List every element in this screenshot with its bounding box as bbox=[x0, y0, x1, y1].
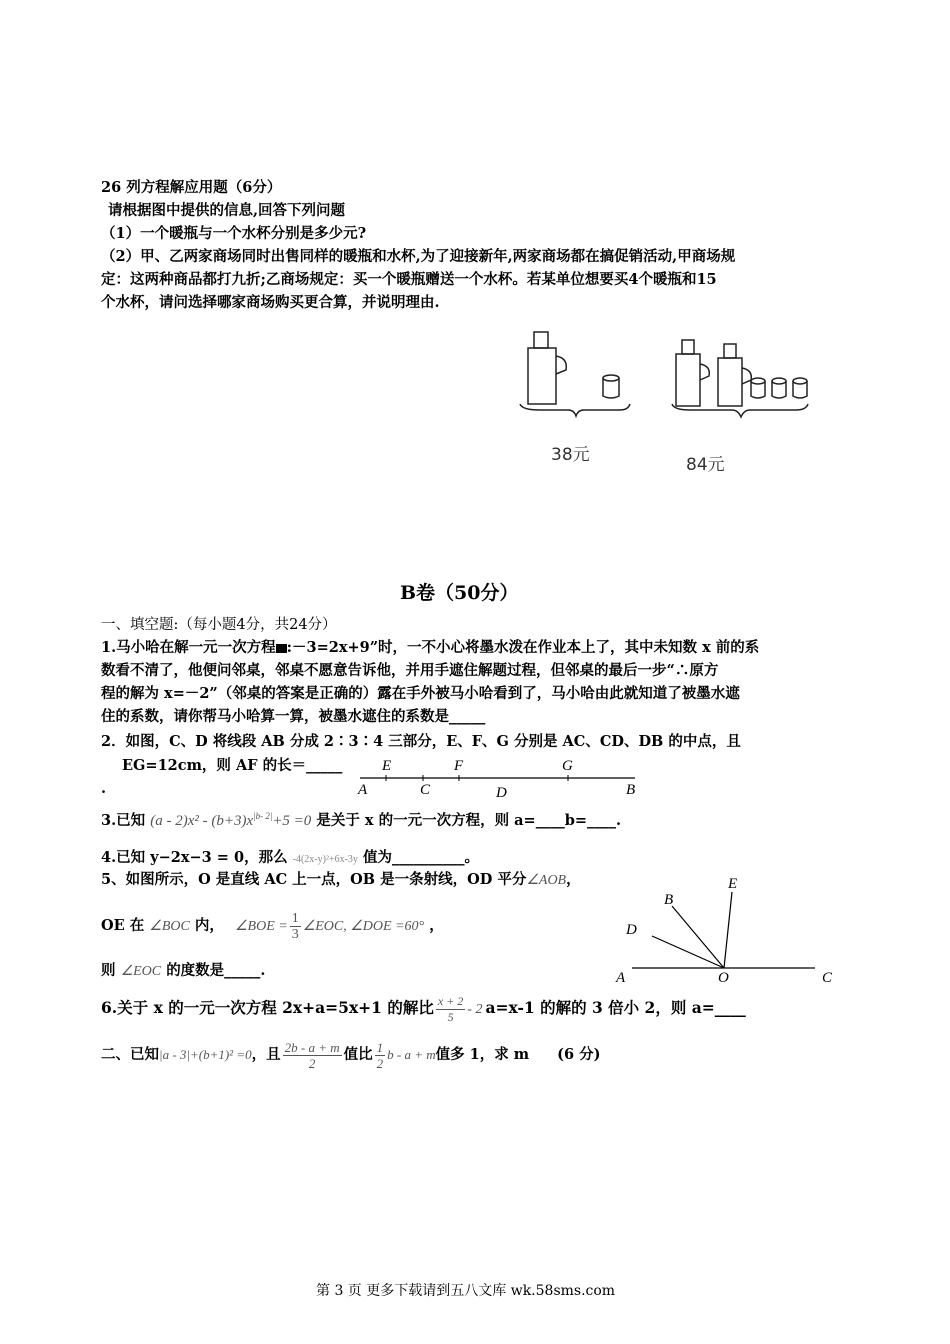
part2-frac1-den: 2 bbox=[308, 1055, 316, 1071]
q26-part2-line3: 个水杯，请问选择哪家商场购买更合算，并说明理由. bbox=[101, 294, 440, 311]
price-label-1: 38元 bbox=[551, 445, 590, 465]
thermos-body-3 bbox=[718, 358, 742, 406]
q5-condition bbox=[234, 911, 425, 943]
q3-text-a: 3.已知 bbox=[101, 812, 146, 829]
thermos-cap-2 bbox=[682, 340, 694, 354]
q3-line bbox=[101, 805, 621, 832]
q6-frac-num: x + 2 bbox=[437, 993, 464, 1008]
label-a: A bbox=[358, 782, 368, 798]
thermos-cap-1 bbox=[534, 332, 548, 348]
q6-minus-two: - 2 bbox=[467, 1002, 483, 1017]
q3-text-b: 是关于 x 的一元一次方程，则 a=____b=____. bbox=[316, 812, 622, 829]
q5-cond-a: ∠BOE = bbox=[234, 919, 288, 934]
part2-line bbox=[101, 1035, 601, 1075]
q5-text-d: 内， bbox=[194, 917, 224, 934]
price-label-2: 84元 bbox=[686, 455, 725, 475]
q5-text-c: OE 在 bbox=[101, 917, 145, 934]
q5-text-e: ， bbox=[429, 917, 444, 934]
page-footer: 第 3 页 更多下载请到五八文库 wk.58sms.com bbox=[316, 1283, 616, 1299]
brace-1 bbox=[520, 404, 630, 416]
label-e: E bbox=[728, 876, 738, 892]
thermos-body-2 bbox=[676, 354, 700, 406]
label-c: C bbox=[822, 970, 833, 986]
part2-text-b: ，且 bbox=[251, 1046, 281, 1063]
q5-cond-b: ∠EOC, ∠DOE =60° bbox=[302, 919, 425, 934]
thermos-handle-3 bbox=[742, 368, 751, 384]
part2-text-a: 二、已知 bbox=[101, 1046, 159, 1063]
part2-text-d: 值多 1，求 m bbox=[435, 1046, 530, 1063]
part2-condition: |a - 3|+(b+1)² =0 bbox=[159, 1047, 252, 1062]
q4-line bbox=[101, 847, 479, 871]
section-b-title: B卷（50分） bbox=[400, 582, 519, 604]
q1-line1 bbox=[101, 637, 759, 659]
cup-top-1 bbox=[603, 375, 619, 381]
thermos-handle-2 bbox=[700, 364, 709, 380]
ray-oe bbox=[724, 892, 732, 968]
q5-angle-eoc: ∠EOC bbox=[120, 964, 162, 979]
label-f: F bbox=[454, 758, 464, 774]
q4-text-b: 值为__________。 bbox=[363, 849, 479, 866]
part2-fraction-2 bbox=[375, 1040, 386, 1071]
segment-figure bbox=[350, 756, 650, 801]
q3-expr: (a - 2)x² - (b+3)x bbox=[150, 813, 254, 829]
q6-line bbox=[101, 990, 746, 1028]
q5-frac-num: 1 bbox=[291, 911, 299, 927]
q1-line2: 数看不清了，他便问邻桌，邻桌不愿意告诉他，并用手遮住解题过程，但邻桌的最后一步“∴原方 bbox=[101, 662, 719, 679]
ray-od bbox=[652, 936, 724, 968]
q4-text-a: 4.已知 y−2x−3 = 0，那么 bbox=[101, 849, 288, 866]
q6-text-b: a=x-1 的解的 3 倍小 2，则 a=____ bbox=[485, 998, 746, 1017]
q3-equation bbox=[150, 813, 311, 829]
part2-frac1-num: 2b - a + m bbox=[284, 1039, 340, 1055]
part2-frac2-den: 2 bbox=[376, 1055, 384, 1071]
label-d: D bbox=[496, 785, 507, 801]
label-e: E bbox=[382, 758, 392, 774]
q5-line1 bbox=[101, 869, 581, 892]
part1-heading: 一、填空题:（每小题4分，共24分） bbox=[101, 617, 337, 633]
q5-text-f: 则 bbox=[101, 962, 116, 979]
q26-part2-line2: 定：这两种商品都打九折;乙商场规定：买一个暖瓶赠送一个水杯。若某单位想要买4个暖瓶和15 bbox=[101, 271, 717, 288]
q2-line2: EG=12cm，则 AF 的长＝_____ bbox=[122, 757, 343, 774]
q5-frac-den: 3 bbox=[291, 927, 299, 943]
q5-angle-boc: ∠BOC bbox=[149, 919, 190, 934]
q26-part1: （1）一个暖瓶与一个水杯分别是多少元? bbox=[101, 225, 367, 242]
q26-intro: 请根据图中提供的信息,回答下列问题 bbox=[108, 202, 346, 219]
part2-text-c: 值比 bbox=[343, 1046, 373, 1063]
cup-top-4 bbox=[793, 378, 807, 384]
part2-score: (6 分) bbox=[557, 1046, 601, 1063]
label-c: C bbox=[420, 782, 431, 798]
angle-figure bbox=[610, 870, 840, 990]
q5-text-g: 的度数是_____. bbox=[166, 962, 266, 979]
thermos-body-1 bbox=[528, 348, 556, 404]
q5-text-a: 5、如图所示，O 是直线 AC 上一点，OB 是一条射线，OD 平分 bbox=[101, 871, 527, 888]
q2-line1: 2．如图，C、D 将线段 AB 分成 2∶3∶4 三部分，E、F、G 分别是 AC、CD、DB 的中点，且 bbox=[101, 733, 741, 750]
label-a: A bbox=[616, 970, 626, 986]
label-b: B bbox=[626, 782, 636, 798]
cup-top-2 bbox=[751, 378, 765, 384]
q1-line3: 程的解为 x=－2”（邻桌的答案是正确的）露在手外被马小哈看到了，马小哈由此就知道了被墨水遮 bbox=[101, 685, 740, 702]
q5-fraction bbox=[290, 911, 301, 942]
q1-text-a: 1.马小哈在解一元一次方程 bbox=[101, 639, 276, 656]
ray-ob bbox=[672, 906, 724, 968]
label-b: B bbox=[664, 892, 674, 908]
q26-title: 26 列方程解应用题（6分） bbox=[101, 179, 282, 196]
q6-text-a: 6.关于 x 的一元一次方程 2x+a=5x+1 的解比 bbox=[101, 998, 434, 1017]
q4-expr: -4(2x-y)²+6x-3y bbox=[292, 854, 358, 865]
label-o: O bbox=[718, 970, 729, 986]
thermos-handle-1 bbox=[556, 356, 566, 374]
thermos-cap-3 bbox=[724, 344, 736, 358]
part2-expr: b - a + m bbox=[387, 1047, 436, 1062]
q2-dot: . bbox=[101, 780, 107, 797]
q5-text-b: ， bbox=[566, 871, 581, 888]
label-g: G bbox=[562, 758, 573, 774]
q26-part2-line1: （2）甲、乙两家商场同时出售同样的暖瓶和水杯,为了迎接新年,两家商场都在搞促销活动,甲商场规 bbox=[101, 248, 736, 265]
q5-angle-aob: ∠AOB bbox=[526, 873, 567, 888]
q5-line3 bbox=[101, 960, 266, 983]
q3-exponent: |b- 2| bbox=[253, 811, 273, 821]
label-d: D bbox=[626, 922, 637, 938]
q3-expr-tail: +5 =0 bbox=[272, 813, 312, 829]
part2-fraction-1 bbox=[283, 1040, 342, 1071]
q6-fraction bbox=[436, 994, 465, 1025]
cup-top-3 bbox=[772, 378, 786, 384]
part2-frac2-num: 1 bbox=[376, 1039, 384, 1055]
q1-text-b: :－3=2x+9”时，一不小心将墨水泼在作业本上了，其中未知数 x 前的系 bbox=[286, 639, 760, 656]
q6-frac-den: 5 bbox=[447, 1009, 454, 1024]
q5-line2 bbox=[101, 906, 444, 947]
q1-line4: 住的系数，请你帮马小哈算一算，被墨水遮住的系数是_____ bbox=[101, 708, 486, 725]
ink-blot-icon bbox=[276, 644, 287, 653]
